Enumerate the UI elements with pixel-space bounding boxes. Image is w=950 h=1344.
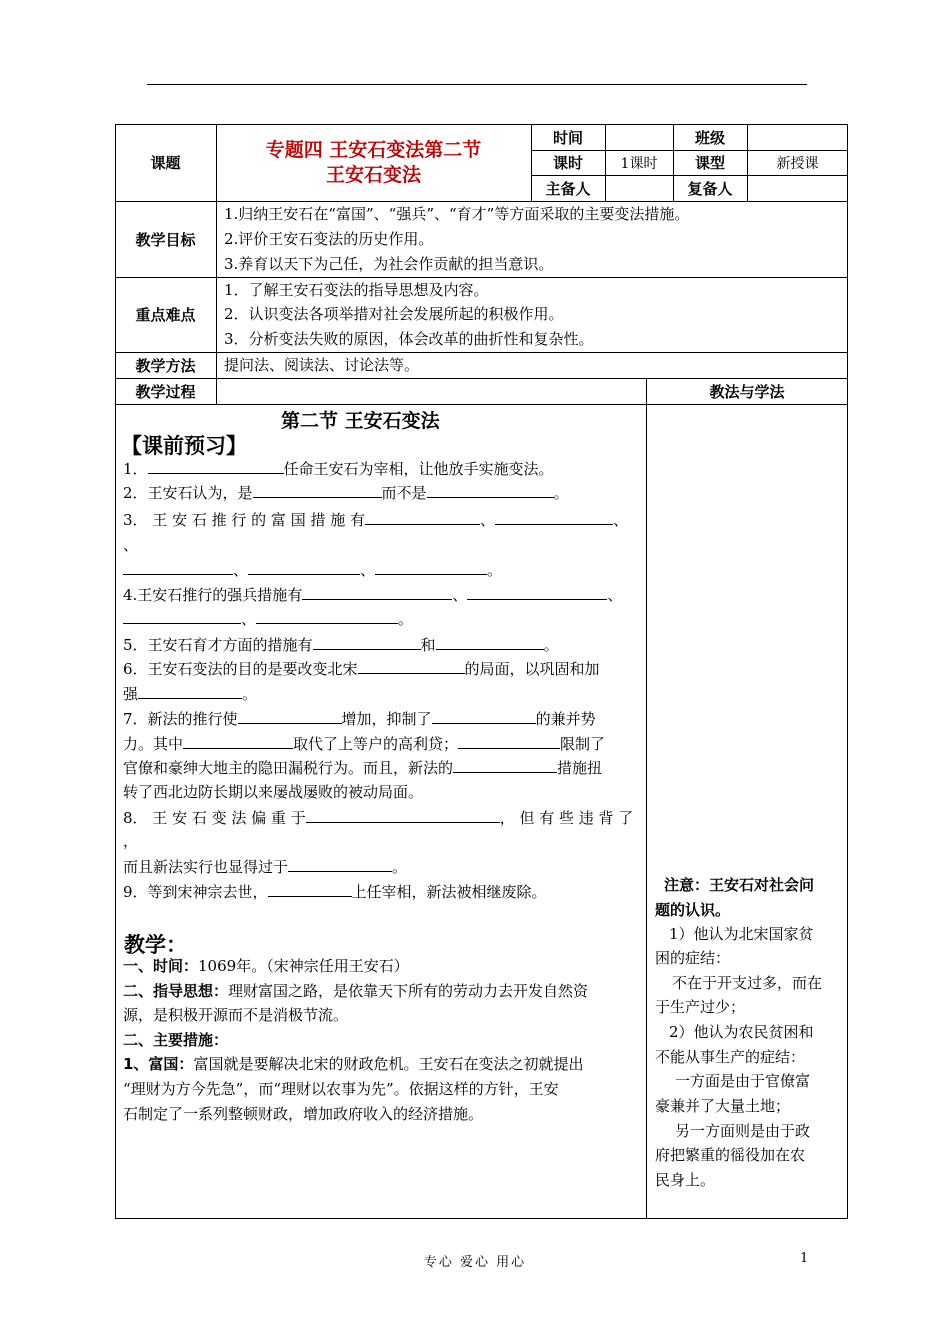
keypoints-label: 重点难点 [135,306,196,324]
answer-blank[interactable] [306,806,500,823]
keypoint-item: 1．了解王安石变法的指导思想及内容。 [224,281,489,299]
side-note-title: 注意：王安石对社会问 [664,876,815,894]
lesson-title-line1: 专题四 王安石变法第二节 [265,138,482,161]
answer-blank[interactable] [248,558,360,575]
side-note-line: 民身上。 [655,1171,716,1189]
keypoint-item: 3．分析变法失败的原因，体会改革的曲折性和复杂性。 [224,330,594,348]
class-value[interactable] [747,124,848,150]
question-2: 2．王安石认为，是 而不是 。 [123,481,569,504]
lesson-title [216,124,531,201]
lesson-title-line2: 王安石变法 [325,163,421,186]
teaching-time: 一、时间：1069年。（宋神宗任用王安石） [123,957,409,975]
question-7-cont: 官僚和豪绅大地主的隐田漏税行为。而且，新法的 措施扭 [123,756,602,779]
goal-item: 3.养育以天下为己任，为社会作贡献的担当意识。 [224,255,554,273]
notes-column-divider [646,378,647,1219]
question-7-cont: 转了西北边防长期以来屡战屡败的被动局面。 [123,783,424,801]
page-number: 1 [800,1251,809,1266]
answer-blank[interactable] [302,583,452,600]
answer-blank[interactable] [375,558,487,575]
time-label: 时间 [552,128,583,147]
answer-blank[interactable] [313,633,421,650]
question-3-wrap: 、 [123,536,139,554]
question-6-cont: 强 。 [123,682,257,705]
question-8-wrap: ， [123,832,139,850]
period-label: 课时 [552,154,583,172]
question-5: 5．王安石育才方面的措施有 和 。 [123,633,559,656]
goal-item: 1.归纳王安石在“富国”、“强兵”、“育才”等方面采取的主要变法措施。 [224,205,690,223]
methods-value: 提问法、阅读法、讨论法等。 [224,356,420,374]
goals-label: 教学目标 [135,230,196,249]
answer-blank[interactable] [253,481,382,498]
row-divider [115,352,848,353]
question-4-cont: 、 。 [123,607,413,630]
answer-blank[interactable] [453,756,557,773]
teaching-title: 教学： [124,933,187,957]
teaching-measures: 二、主要措施： [123,1031,229,1049]
side-note-line: 豪兼并了大量土地； [655,1097,791,1115]
answer-blank[interactable] [288,855,392,872]
teaching-guideline: 二、指导思想：理财富国之路，是依靠天下所有的劳动力去开发自然资 [123,982,589,1000]
period-value: 1课时 [620,155,658,172]
process-right-label: 教法与学法 [709,382,785,401]
side-note-line: 困的症结： [655,949,731,967]
question-7: 7．新法的推行使 增加，抑制了 的兼并势 [123,707,596,730]
question-9: 9．等到宋神宗去世， 上任宰相，新法被相继废除。 [123,880,547,903]
answer-blank[interactable] [358,657,465,674]
question-1: 1． 任命王安石为宰相，让他放手实施变法。 [123,457,554,480]
reviewer-value[interactable] [747,175,848,201]
row-divider [115,277,848,278]
process-label: 教学过程 [135,382,196,401]
keypoint-item: 2．认识变法各项举措对社会发展所起的积极作用。 [224,305,564,323]
teaching-fuguo-cont: 石制定了一系列整顿财政，增加政府收入的经济措施。 [123,1105,484,1123]
side-note-line: 1）他认为北宋国家贫 [669,925,814,943]
side-note-title: 题的认识。 [655,901,731,919]
answer-blank[interactable] [365,508,480,525]
preparer-label: 主备人 [545,179,591,198]
answer-blank[interactable] [256,607,398,624]
answer-blank[interactable] [268,880,352,897]
teaching-fuguo-cont: “理财为方今先急”，而“理财以农事为先”。依据这样的方针，王安 [123,1080,559,1098]
question-6: 6．王安石变法的目的是要改变北宋 的局面，以巩固和加 [123,657,600,680]
row-divider [115,201,848,202]
side-note-line: 一方面是由于官僚富 [675,1072,811,1090]
class-label: 班级 [694,128,725,147]
goal-item: 2.评价王安石变法的历史作用。 [224,230,434,248]
question-7-cont: 力。其中 取代了上等户的高利贷； 限制了 [123,732,605,755]
preparer-value[interactable] [605,175,673,201]
question-8: 8． 王 安 石 变 法 偏 重 于 ， 但 有 些 违 背 了 [123,806,633,829]
answer-blank[interactable] [123,607,241,624]
side-note-line: 于生产过少； [655,998,746,1016]
question-8-cont: 而且新法实行也显得过于 。 [123,855,407,878]
side-note-line: 2）他认为农民贫困和 [669,1023,814,1041]
answer-blank[interactable] [467,583,607,600]
side-note-line: 另一方面则是由于政 [675,1122,811,1140]
answer-blank[interactable] [432,707,536,724]
teaching-guideline-cont: 源，是积极开源而不是消极节流。 [123,1006,349,1024]
row-divider [115,404,848,405]
question-3-cont: 、 、 。 [123,558,502,581]
section-title: 第二节 王安石变法 [281,410,440,432]
side-note-line: 不能从事生产的症结： [655,1048,806,1066]
methods-label: 教学方法 [135,356,196,375]
reviewer-label: 复备人 [687,179,733,198]
side-note-line: 不在于开支过多，而在 [672,974,823,992]
question-3: 3． 王 安 石 推 行 的 富 国 措 施 有 、 、 [123,508,628,531]
type-value: 新授课 [776,155,819,172]
preview-title: 【课前预习】 [121,434,247,458]
type-label: 课型 [694,154,725,172]
answer-blank[interactable] [138,682,242,699]
keti-label: 课题 [150,154,181,172]
answer-blank[interactable] [458,732,560,749]
answer-blank[interactable] [148,457,284,474]
answer-blank[interactable] [495,508,613,525]
answer-blank[interactable] [427,481,554,498]
answer-blank[interactable] [436,633,544,650]
teaching-fuguo: 1、富国：富国就是要解决北宋的财政危机。王安石在变法之初就提出 [123,1055,584,1073]
top-rule [147,84,807,85]
question-4: 4.王安石推行的强兵措施有 、 、 [123,583,622,606]
side-note-line: 府把繁重的徭役加在农 [655,1146,806,1164]
answer-blank[interactable] [183,732,293,749]
answer-blank[interactable] [238,707,342,724]
page-footer: 专心 爱心 用心 [423,1255,527,1270]
time-value[interactable] [605,124,673,150]
answer-blank[interactable] [123,558,233,575]
